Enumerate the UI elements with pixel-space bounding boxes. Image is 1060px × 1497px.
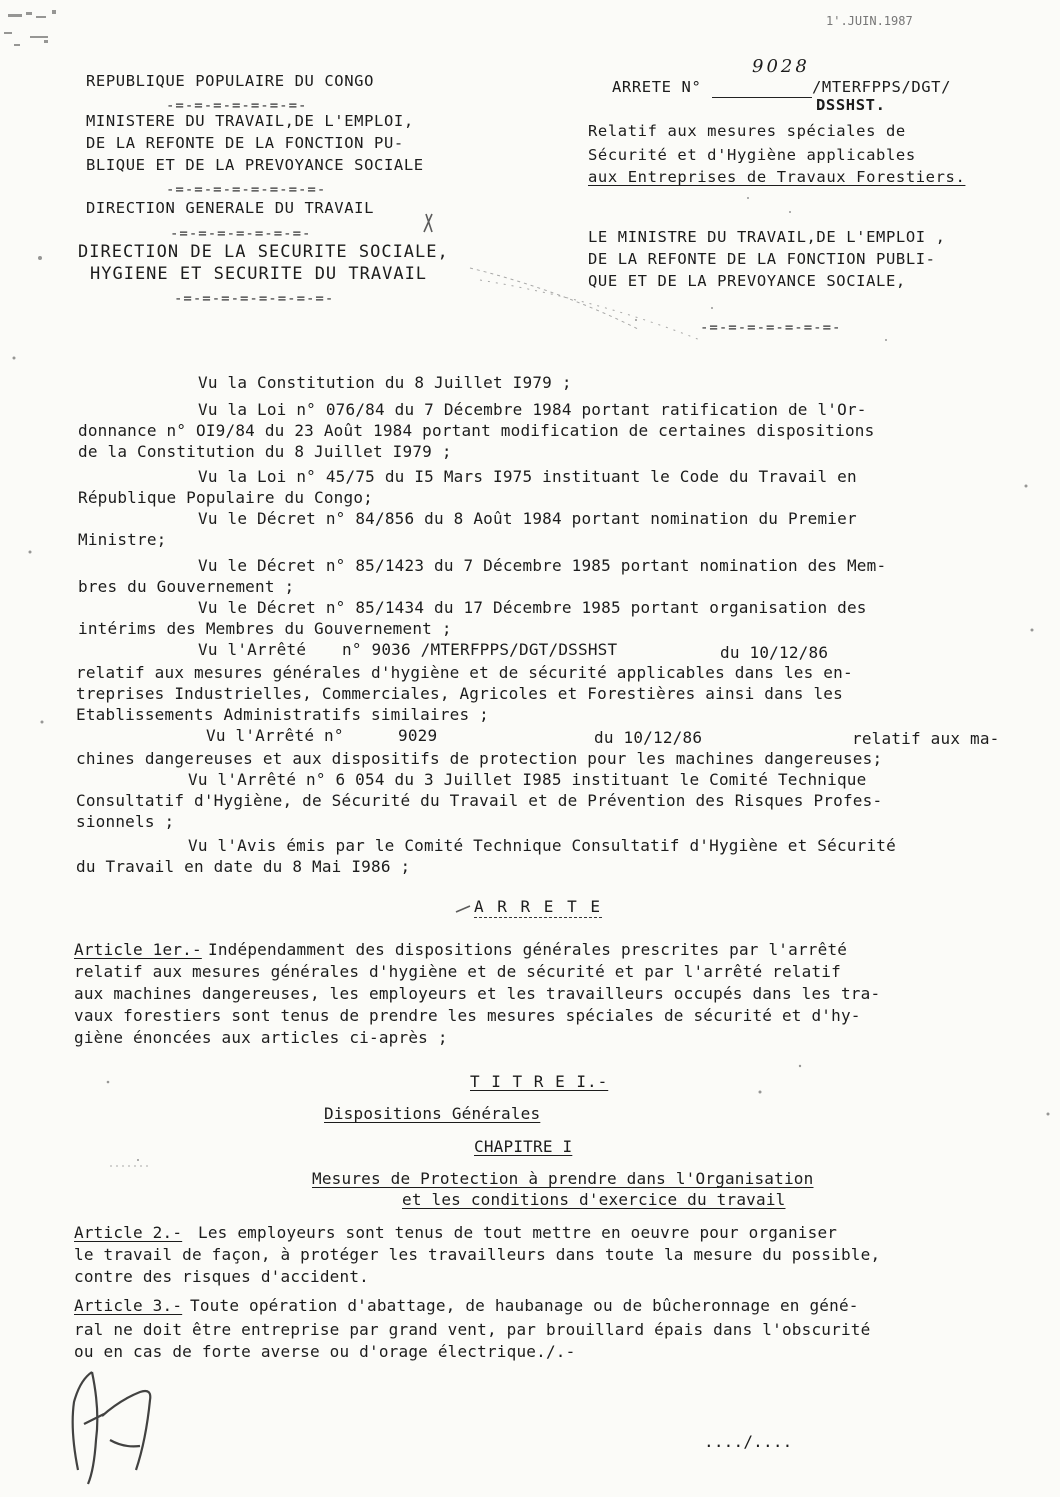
visa-line: donnance n° OI9/84 du 23 Août 1984 portant modification de certaines dispositions <box>78 421 875 440</box>
arrete-ref-date: du 10/12/86 <box>720 643 829 662</box>
visa-line: treprises Industrielles, Commerciales, Agricoles et Forestières ainsi dans les <box>76 684 843 703</box>
direction-line-2: HYGIENE ET SECURITE DU TRAVAIL <box>90 264 428 284</box>
visa-line: Vu l'Avis émis par le Comité Technique Consultatif d'Hygiène et Sécurité <box>188 836 896 855</box>
article-3-line: ral ne doit être entreprise par grand vent, par brouillard épais dans l'obscurité <box>74 1320 871 1339</box>
dispositions-heading: Dispositions Générales <box>324 1104 541 1123</box>
visa-line: chines dangereuses et aux dispositifs de protection pour les machines dangereuses; <box>76 749 883 768</box>
visa-line: Consultatif d'Hygiène, de Sécurité du Travail et de Prévention des Risques Profes- <box>76 791 883 810</box>
separator: -=-=-=-=-=-=-=-=- <box>174 291 335 307</box>
ministry-line-3: BLIQUE ET DE LA PREVOYANCE SOCIALE <box>86 156 424 174</box>
visa-line: Vu le Décret n° 85/1434 du 17 Décembre 1985 portant organisation des <box>198 598 867 617</box>
visa-line: du Travail en date du 8 Mai I986 ; <box>76 857 411 876</box>
article-2-line: Les employeurs sont tenus de tout mettre en oeuvre pour organiser <box>198 1223 838 1242</box>
visa-line: relatif aux ma- <box>852 729 1000 748</box>
visa-line: Etablissements Administratifs similaires ; <box>76 705 489 724</box>
article-1-line: Indépendamment des dispositions générales prescrites par l'arrêté <box>208 940 848 959</box>
minister-line-3: QUE ET DE LA PREVOYANCE SOCIALE, <box>588 272 906 290</box>
arrete-label: ARRETE N° <box>612 78 702 96</box>
arrete-heading: A R R E T E <box>474 897 602 916</box>
visa-line: bres du Gouvernement ; <box>78 577 295 596</box>
visa-line: Vu la Loi n° 45/75 du I5 Mars I975 instituant le Code du Travail en <box>198 467 857 486</box>
article-1-label: Article 1er.- <box>74 940 202 959</box>
separator: -=-=-=-=-=-=-=- <box>170 226 312 242</box>
ministry-line-2: DE LA REFONTE DE LA FONCTION PU- <box>86 134 404 152</box>
visa-line: sionnels ; <box>76 812 175 831</box>
mesures-heading-1: Mesures de Protection à prendre dans l'Organisation <box>312 1169 814 1188</box>
republic-title: REPUBLIQUE POPULAIRE DU CONGO <box>86 72 375 90</box>
relatif-line-1: Relatif aux mesures spéciales de <box>588 122 906 140</box>
direction-generale: DIRECTION GENERALE DU TRAVAIL <box>86 199 375 217</box>
visa-line: de la Constitution du 8 Juillet I979 ; <box>78 442 452 461</box>
mesures-heading-2: et les conditions d'exercice du travail <box>402 1190 786 1209</box>
minister-line-1: LE MINISTRE DU TRAVAIL,DE L'EMPLOI , <box>588 228 946 246</box>
top-stamp: 1'.JUIN.1987 <box>826 14 913 28</box>
article-2-line: contre des risques d'accident. <box>74 1267 369 1286</box>
relatif-line-2: Sécurité et d'Hygiène applicables <box>588 146 916 164</box>
article-2-line: le travail de façon, à protéger les travailleurs dans toute la mesure du possible, <box>74 1245 881 1264</box>
visa-line: Vu l'Arrêté <box>198 640 307 659</box>
article-1-line: vaux forestiers sont tenus de prendre les mesures spéciales de sécurité et d'hy- <box>74 1006 861 1025</box>
separator: -=-=-=-=-=-=-=- <box>700 320 842 336</box>
arrete-number: 9028 <box>752 56 810 77</box>
article-3-label: Article 3.- <box>74 1296 183 1315</box>
direction-line-1: DIRECTION DE LA SECURITE SOCIALE, <box>78 242 449 262</box>
article-1-line: aux machines dangereuses, les employeurs et les travailleurs occupés dans les tra- <box>74 984 881 1003</box>
article-3-line: Toute opération d'abattage, de haubanage ou de bûcheronnage en géné- <box>190 1296 859 1315</box>
article-3-line: ou en cas de forte averse ou d'orage électrique./.- <box>74 1342 576 1361</box>
separator: -=-=-=-=-=-=-=-=- <box>166 182 327 198</box>
visa-line: République Populaire du Congo; <box>78 488 373 507</box>
arrete-ref-number-2: 9029 <box>398 726 438 745</box>
visa-line: relatif aux mesures générales d'hygiène et de sécurité applicables dans les en- <box>76 663 853 682</box>
visa-line: Vu la Constitution du 8 Juillet I979 ; <box>198 373 572 392</box>
visa-line: Vu la Loi n° 076/84 du 7 Décembre 1984 portant ratification de l'Or- <box>198 400 867 419</box>
article-2-label: Article 2.- <box>74 1223 183 1242</box>
continuation-mark: ..../.... <box>704 1432 793 1451</box>
visa-line: Ministre; <box>78 530 167 549</box>
visa-line: Vu l'Arrêté n° 6 054 du 3 Juillet I985 instituant le Comité Technique <box>188 770 867 789</box>
visa-line: Vu l'Arrêté n° <box>206 726 344 745</box>
visa-line: Vu le Décret n° 85/1423 du 7 Décembre 1985 portant nomination des Mem- <box>198 556 887 575</box>
number-underline <box>712 97 812 98</box>
signature-mark <box>73 1372 151 1484</box>
ministry-line-1: MINISTERE DU TRAVAIL,DE L'EMPLOI, <box>86 112 414 130</box>
arrete-suffix-2: DSSHST. <box>816 96 886 114</box>
article-1-line: giène énoncées aux articles ci-après ; <box>74 1028 448 1047</box>
arrete-ref-number: n° 9036 /MTERFPPS/DGT/DSSHST <box>342 640 618 659</box>
visa-line: Vu le Décret n° 84/856 du 8 Août 1984 portant nomination du Premier <box>198 509 857 528</box>
relatif-line-3: aux Entreprises de Travaux Forestiers. <box>588 168 966 186</box>
arrete-suffix: /MTERFPPS/DGT/ <box>812 78 952 96</box>
visa-line: intérims des Membres du Gouvernement ; <box>78 619 452 638</box>
separator: -=-=-=-=-=-=-=- <box>166 98 308 114</box>
arrete-ref-date-2: du 10/12/86 <box>594 728 703 747</box>
titre-heading: T I T R E I.- <box>470 1072 609 1091</box>
article-1-line: relatif aux mesures générales d'hygiène et de sécurité et par l'arrêté relatif <box>74 962 841 981</box>
chapitre-heading: CHAPITRE I <box>474 1137 573 1156</box>
minister-line-2: DE LA REFONTE DE LA FONCTION PUBLI- <box>588 250 936 268</box>
